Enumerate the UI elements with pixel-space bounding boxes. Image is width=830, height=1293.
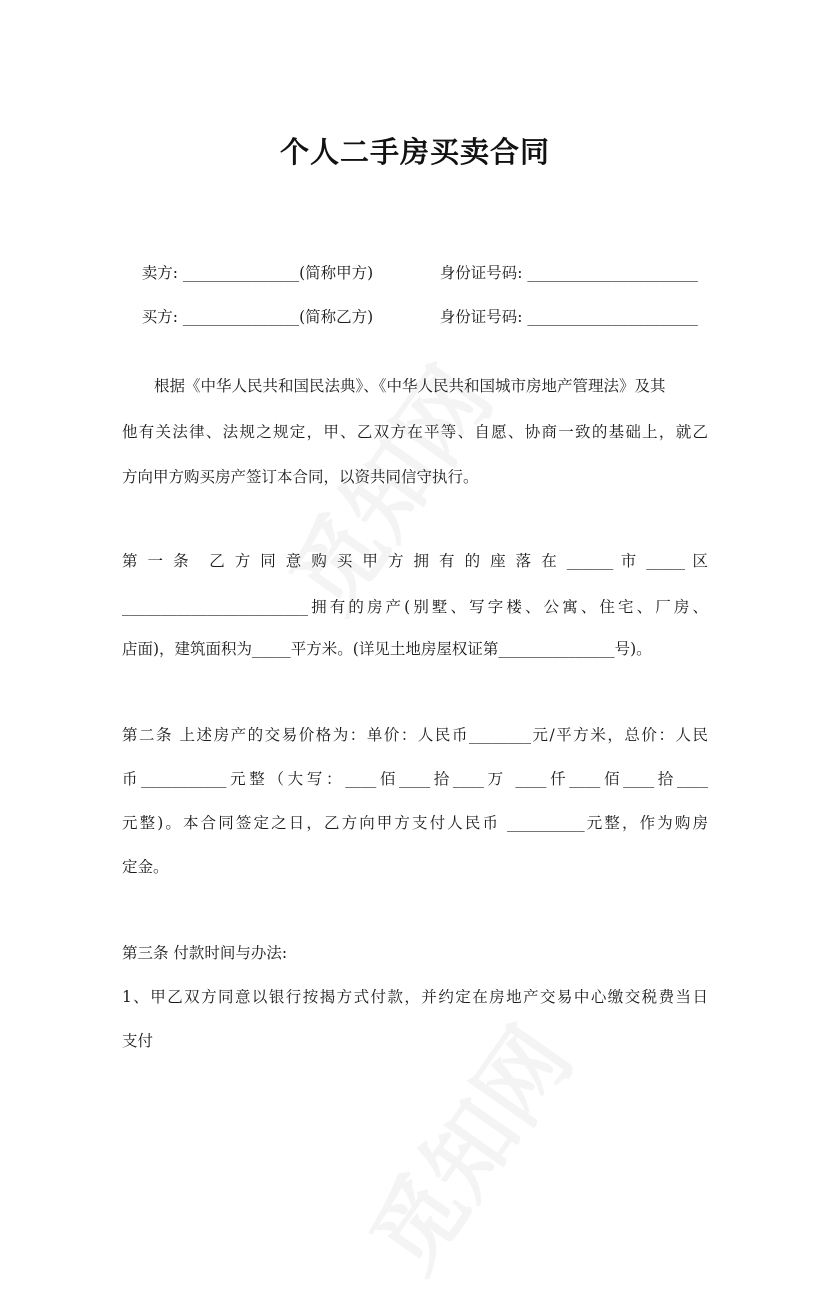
preamble-line: 方向甲方购买房产签订本合同，以资共同信守执行。: [122, 468, 479, 486]
buyer-id-line: [420, 287, 698, 345]
document-title: 个人二手房买卖合同: [279, 135, 550, 169]
preamble-line: 根据《中华人民共和国民法典》、《中华人民共和国城市房地产管理法》及其: [154, 377, 666, 395]
article3-heading: 第三条 付款时间与办法:: [122, 944, 288, 962]
article1-line: 店面)，建筑面积为_____平方米。(详见土地房屋权证第_______________号)。: [122, 640, 652, 658]
article1-line: 第 一 条 乙 方 同 意 购 买 甲 方 拥 有 的 座 落 在 ______ 市 _____ 区: [122, 552, 708, 570]
article3-item: 支付: [122, 1032, 154, 1050]
buyer-line: [122, 287, 373, 345]
preamble-line: 他有关法律、法规之规定，甲、乙双方在平等、自愿、协商一致的基础上，就乙: [122, 423, 708, 441]
article2-line: 第二条 上述房产的交易价格为：单价：人民币________元/平方米，总价：人民: [122, 726, 708, 744]
seller-id-label: 身份证号码: ______________________: [439, 264, 698, 282]
watermark: [334, 997, 595, 1293]
article3-item: 1、甲乙双方同意以银行按揭方式付款，并约定在房地产交易中心缴交税费当日: [122, 988, 708, 1006]
article2-line: 定金。: [122, 858, 169, 876]
buyer-label: 买方: _______________(简称乙方): [141, 308, 374, 326]
seller-label: 卖方: _______________(简称甲方): [141, 264, 374, 282]
buyer-id-label: 身份证号码: ______________________: [439, 308, 698, 326]
article1-line: ________________________拥有的房产(别墅、写字楼、公寓、住宅、厂房、: [122, 598, 708, 616]
article2-line: 币___________元整（大写：____佰____拾____万 ____仟____佰____拾____: [122, 770, 708, 788]
article2-line: 元整)。本合同签定之日，乙方向甲方支付人民币 __________元整，作为购房: [122, 814, 708, 832]
